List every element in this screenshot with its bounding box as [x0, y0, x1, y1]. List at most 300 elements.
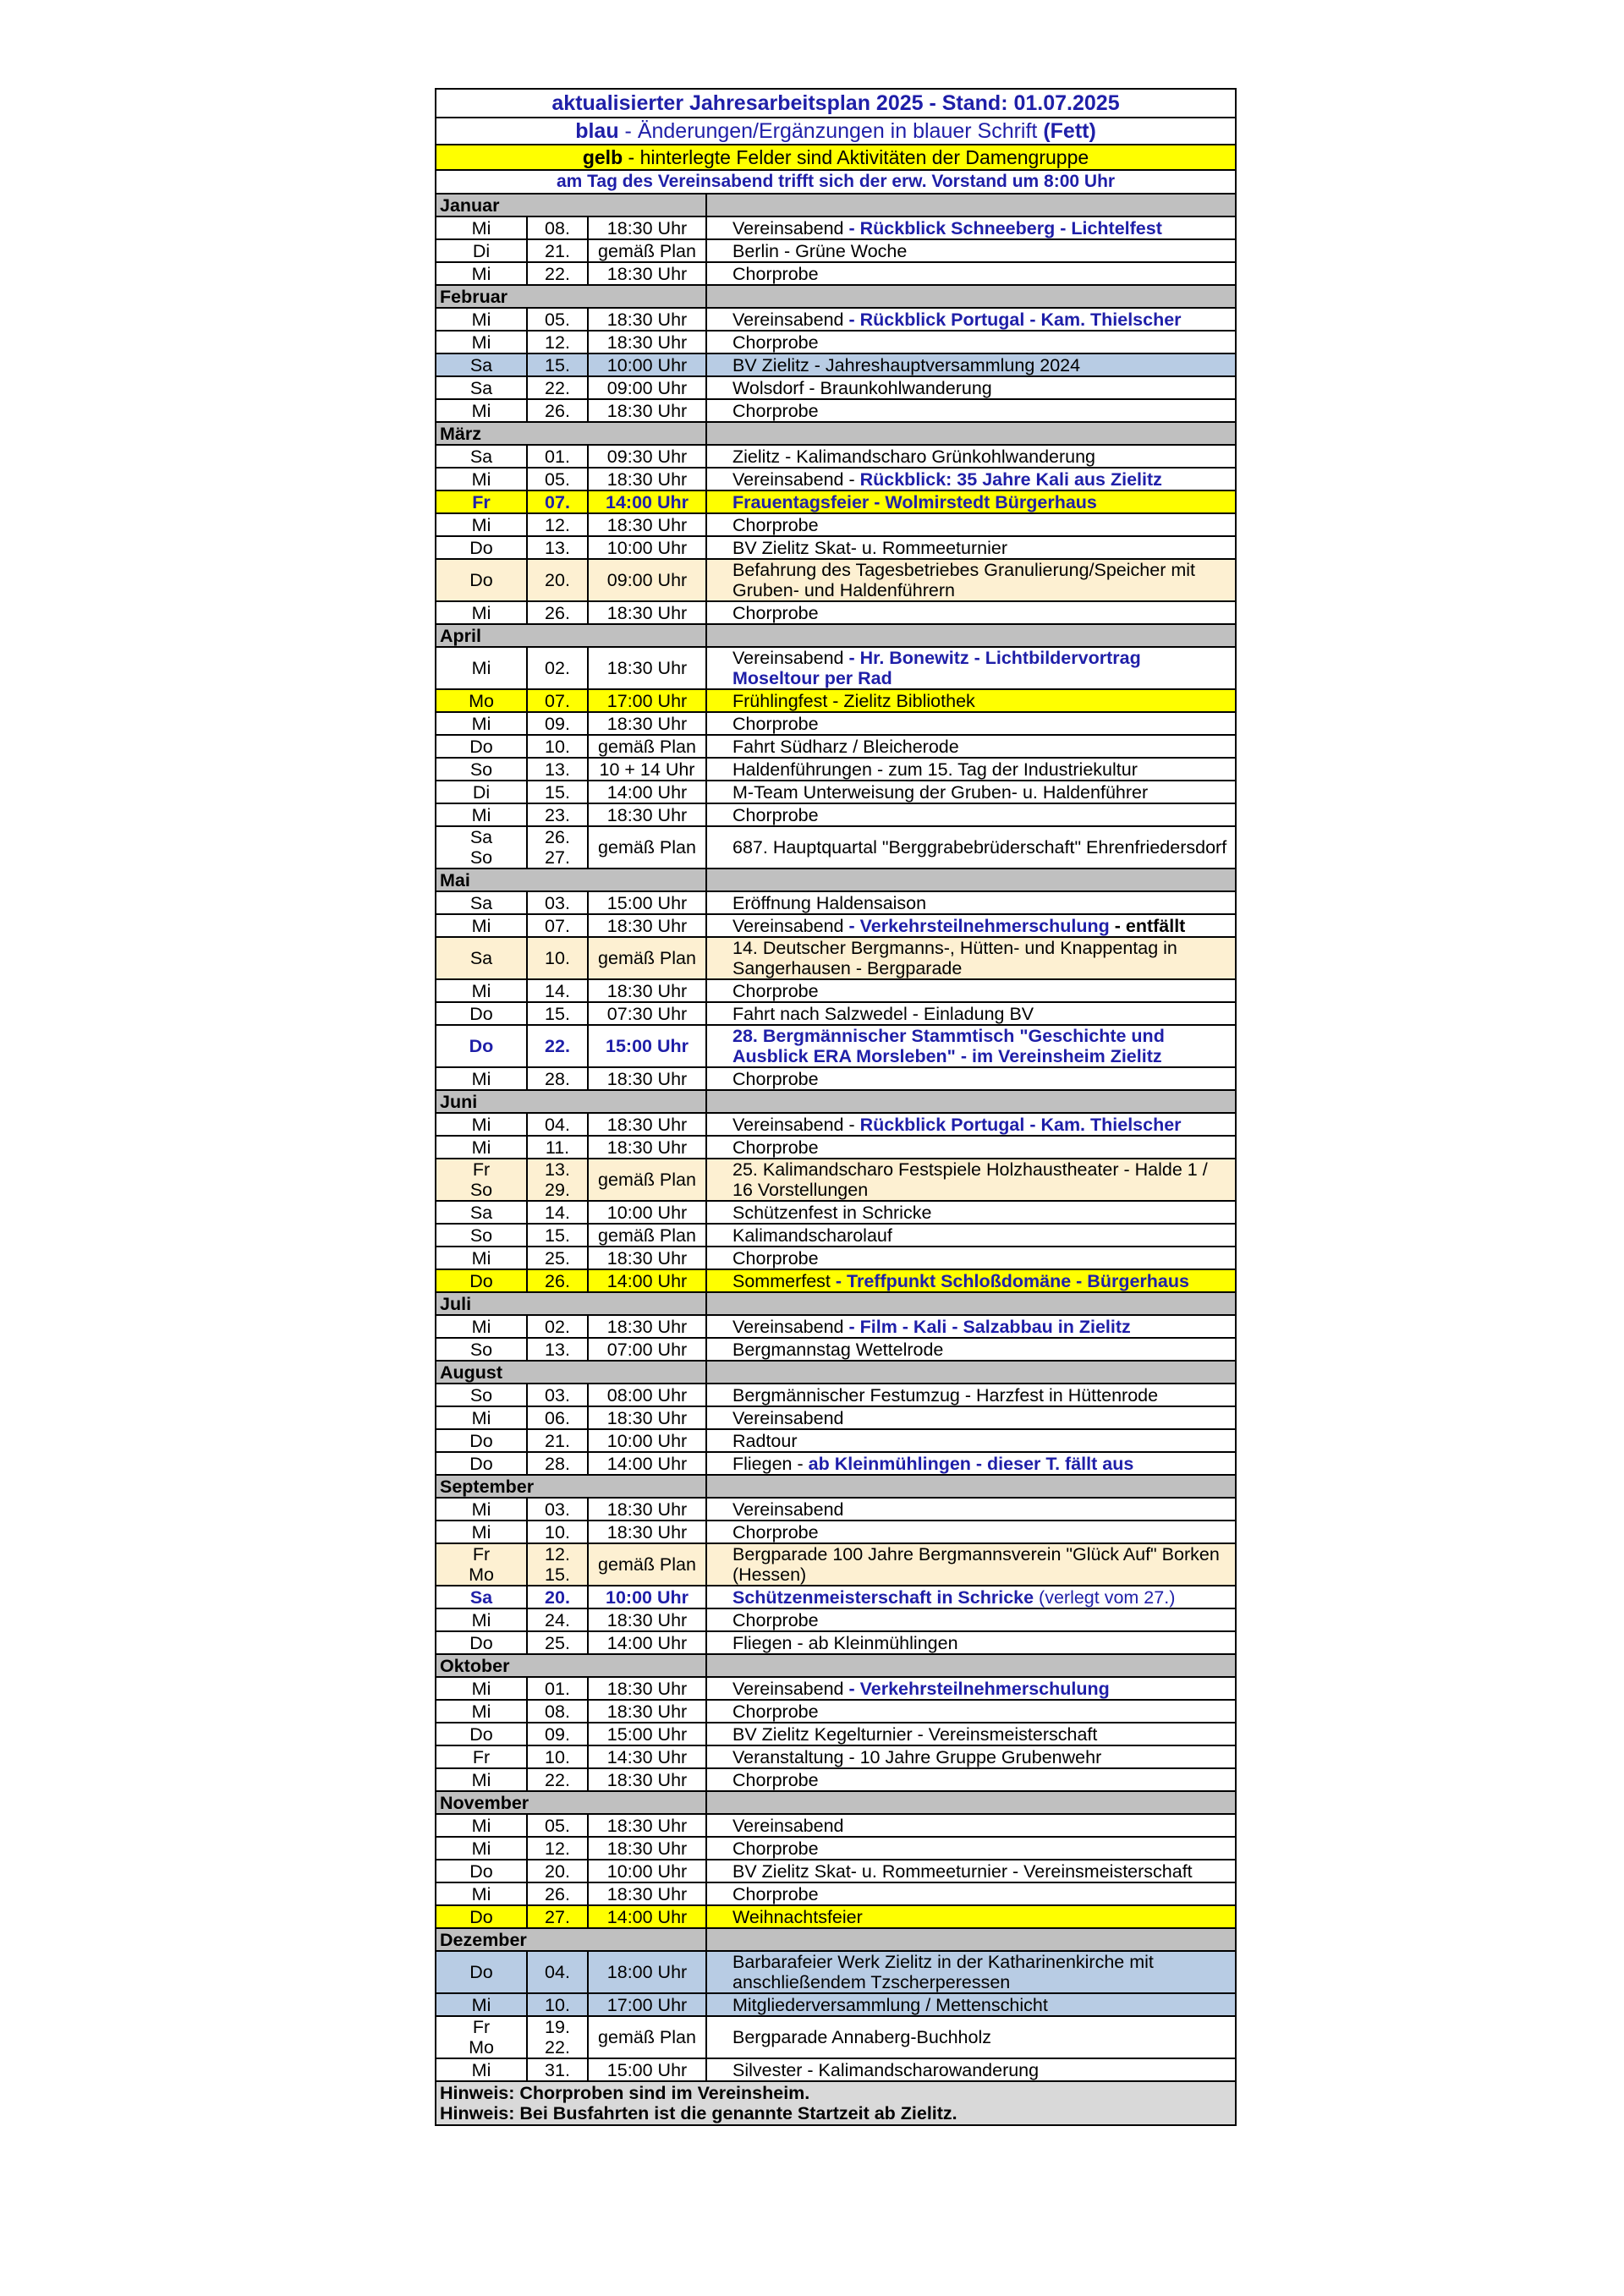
time-cell: 10 + 14 Uhr [588, 758, 706, 781]
table-row [436, 914, 1236, 937]
month-header [436, 1090, 1236, 1113]
description-text: Fahrt nach Salzwedel - Einladung BV [732, 1003, 1034, 1024]
table-row [436, 1586, 1236, 1608]
weekday-cell: Mi [436, 601, 527, 624]
weekday-cell: Mi [436, 1247, 527, 1269]
month-spacer [706, 1475, 1236, 1498]
table-row [436, 1315, 1236, 1338]
month-header [436, 1475, 1236, 1498]
weekday-cell: Mi [436, 513, 527, 536]
description-cell [706, 536, 1236, 559]
change-note: ab Kleinmühlingen - dieser T. fällt aus [808, 1453, 1134, 1474]
weekday-cell: Do [436, 1860, 527, 1882]
description-cell [706, 1723, 1236, 1745]
month-label: Januar [436, 194, 706, 216]
weekday-cell: Fr [436, 1745, 527, 1768]
table-row [436, 781, 1236, 803]
description-cell [706, 1586, 1236, 1608]
description-text: Chorprobe [732, 1247, 819, 1269]
change-note: - Verkehrsteilnehmerschulung [848, 915, 1115, 936]
date-cell: 24. [527, 1608, 588, 1631]
weekday-cell: So [436, 758, 527, 781]
description-text: Veranstaltung - 10 Jahre Gruppe Grubenwehr [732, 1746, 1102, 1767]
description-text: 28. Bergmännischer Stammtisch "Geschichte und Ausblick ERA Morsleben" - im Vereinsheim Zielitz [732, 1026, 1165, 1066]
month-spacer [706, 1090, 1236, 1113]
table-row [436, 1452, 1236, 1475]
time-cell: 18:30 Uhr [588, 914, 706, 937]
month-header [436, 285, 1236, 308]
time-cell: gemäß Plan [588, 937, 706, 979]
time-cell: 18:30 Uhr [588, 647, 706, 689]
description-text: Weihnachtsfeier [732, 1906, 863, 1927]
month-header [436, 1791, 1236, 1814]
date-cell: 21. [527, 1429, 588, 1452]
weekday-cell: Mi [436, 331, 527, 353]
weekday-cell: Mi [436, 1498, 527, 1521]
description-text: Chorprobe [732, 514, 819, 535]
time-cell: 18:30 Uhr [588, 1247, 706, 1269]
description-text: 14. Deutscher Bergmanns-, Hütten- und Knappentag in Sangerhausen - Bergparade [732, 938, 1177, 978]
table-row [436, 1745, 1236, 1768]
description-cell [706, 1993, 1236, 2016]
description-text: Radtour [732, 1430, 798, 1451]
time-cell: gemäß Plan [588, 1159, 706, 1201]
table-row [436, 399, 1236, 422]
description-text: Vereinsabend [732, 309, 849, 330]
time-cell: 18:30 Uhr [588, 468, 706, 490]
description-cell [706, 490, 1236, 513]
month-label: Oktober [436, 1654, 706, 1677]
description-text: Chorprobe [732, 1838, 819, 1859]
month-spacer [706, 1791, 1236, 1814]
description-text: Zielitz - Kalimandscharo Grünkohlwanderung [732, 446, 1096, 467]
postponed-note: (verlegt vom 27.) [1034, 1586, 1176, 1608]
table-row [436, 1247, 1236, 1269]
table-row [436, 1700, 1236, 1723]
description-text: M-Team Unterweisung der Gruben- u. Haldenführer [732, 781, 1149, 803]
description-cell [706, 937, 1236, 979]
weekday-cell: Do [436, 536, 527, 559]
weekday-cell: Mi [436, 1067, 527, 1090]
table-row [436, 1338, 1236, 1361]
time-cell: 15:00 Uhr [588, 2058, 706, 2081]
description-text: 687. Hauptquartal "Berggrabebrüderschaft" Ehrenfriedersdorf [732, 837, 1227, 858]
month-spacer [706, 1292, 1236, 1315]
table-row [436, 1608, 1236, 1631]
description-text: Chorprobe [732, 602, 819, 623]
weekday-cell: Sa So [436, 826, 527, 869]
date-cell: 28. [527, 1452, 588, 1475]
weekday-cell: Mi [436, 1136, 527, 1159]
table-row [436, 1882, 1236, 1905]
time-cell: 18:30 Uhr [588, 1700, 706, 1723]
date-cell: 08. [527, 1700, 588, 1723]
time-cell: gemäß Plan [588, 826, 706, 869]
table-row [436, 1723, 1236, 1745]
table-row [436, 758, 1236, 781]
date-cell: 04. [527, 1113, 588, 1136]
date-cell: 10. [527, 735, 588, 758]
description-text: Vereinsabend [732, 1678, 849, 1699]
weekday-cell: Do [436, 1002, 527, 1025]
description-cell [706, 979, 1236, 1002]
description-cell [706, 1002, 1236, 1025]
description-cell [706, 1951, 1236, 1993]
description-text: Chorprobe [732, 400, 819, 421]
table-row [436, 1406, 1236, 1429]
table-row [436, 1951, 1236, 1993]
weekday-cell: Mi [436, 1837, 527, 1860]
description-cell [706, 1837, 1236, 1860]
description-text: Sommerfest [732, 1270, 836, 1291]
weekday-cell: Sa [436, 1201, 527, 1224]
table-row [436, 2058, 1236, 2081]
description-text: Eröffnung Haldensaison [732, 892, 927, 913]
weekday-cell: Do [436, 735, 527, 758]
table-row [436, 1269, 1236, 1292]
table-row [436, 262, 1236, 285]
time-cell: 14:30 Uhr [588, 1745, 706, 1768]
weekday-cell: Mi [436, 1882, 527, 1905]
change-note: - Film - Kali - Salzabbau in Zielitz [848, 1316, 1131, 1337]
date-cell: 03. [527, 1498, 588, 1521]
description-text: BV Zielitz Skat- u. Rommeeturnier - Vereinsmeisterschaft [732, 1860, 1193, 1882]
table-row [436, 1384, 1236, 1406]
description-text: Barbarafeier Werk Zielitz in der Katharinenkirche mit anschließendem Tzscherperessen [732, 1952, 1154, 1992]
month-label: September [436, 1475, 706, 1498]
time-cell: 18:30 Uhr [588, 1113, 706, 1136]
description-cell [706, 1067, 1236, 1090]
weekday-cell: Sa [436, 1586, 527, 1608]
time-cell: 17:00 Uhr [588, 1993, 706, 2016]
weekday-cell: Sa [436, 937, 527, 979]
time-cell: 18:30 Uhr [588, 1677, 706, 1700]
time-cell: 18:30 Uhr [588, 513, 706, 536]
table-row [436, 1814, 1236, 1837]
time-cell: 18:30 Uhr [588, 1136, 706, 1159]
table-row [436, 445, 1236, 468]
table-row [436, 376, 1236, 399]
description-cell [706, 689, 1236, 712]
month-label: Februar [436, 285, 706, 308]
date-cell: 13. [527, 536, 588, 559]
date-cell: 20. [527, 1860, 588, 1882]
weekday-cell: Do [436, 1631, 527, 1654]
date-cell: 01. [527, 1677, 588, 1700]
time-cell: 09:00 Uhr [588, 559, 706, 601]
weekday-cell: Do [436, 1269, 527, 1292]
time-cell: 07:00 Uhr [588, 1338, 706, 1361]
table-row [436, 647, 1236, 689]
table-row [436, 1521, 1236, 1543]
date-cell: 06. [527, 1406, 588, 1429]
time-cell: 18:30 Uhr [588, 1315, 706, 1338]
description-cell [706, 2058, 1236, 2081]
description-text: Silvester - Kalimandscharowanderung [732, 2059, 1040, 2080]
change-note: Rückblick Portugal - Kam. Thielscher [859, 1114, 1182, 1135]
time-cell: 14:00 Uhr [588, 1631, 706, 1654]
description-cell [706, 559, 1236, 601]
time-cell: 15:00 Uhr [588, 1723, 706, 1745]
weekday-cell: Fr Mo [436, 2016, 527, 2058]
month-label: August [436, 1361, 706, 1384]
description-text: Vereinsabend [732, 1316, 849, 1337]
description-text: Chorprobe [732, 980, 819, 1001]
time-cell: 18:30 Uhr [588, 216, 706, 239]
table-row [436, 490, 1236, 513]
table-row [436, 1905, 1236, 1928]
date-cell: 12. 15. [527, 1543, 588, 1586]
date-cell: 13. [527, 758, 588, 781]
table-row [436, 1498, 1236, 1521]
weekday-cell: Do [436, 1429, 527, 1452]
description-cell [706, 1025, 1236, 1067]
description-cell [706, 758, 1236, 781]
description-cell [706, 1429, 1236, 1452]
month-label: Juni [436, 1090, 706, 1113]
weekday-cell: Mi [436, 1521, 527, 1543]
legend-blue: blau - Änderungen/Ergänzungen in blauer Schrift (Fett) [436, 118, 1236, 145]
description-cell [706, 1224, 1236, 1247]
description-text: Chorprobe [732, 713, 819, 734]
date-cell: 03. [527, 891, 588, 914]
description-cell [706, 445, 1236, 468]
date-cell: 07. [527, 689, 588, 712]
description-text: Haldenführungen - zum 15. Tag der Industriekultur [732, 759, 1138, 780]
legend-yellow: gelb - hinterlegte Felder sind Aktivitäten der Damengruppe [436, 145, 1236, 170]
time-cell: 18:30 Uhr [588, 803, 706, 826]
description-text: Schützenfest in Schricke [732, 1202, 932, 1223]
time-cell: 14:00 Uhr [588, 1269, 706, 1292]
weekday-cell: Mi [436, 914, 527, 937]
description-cell [706, 376, 1236, 399]
table-row [436, 1860, 1236, 1882]
month-spacer [706, 194, 1236, 216]
table-row [436, 331, 1236, 353]
month-header [436, 624, 1236, 647]
description-text: Chorprobe [732, 1769, 819, 1790]
table-row [436, 1631, 1236, 1654]
date-cell: 28. [527, 1067, 588, 1090]
date-cell: 05. [527, 308, 588, 331]
time-cell: 14:00 Uhr [588, 490, 706, 513]
description-cell [706, 239, 1236, 262]
description-text: Vereinsabend [732, 217, 849, 238]
weekday-cell: Sa [436, 445, 527, 468]
time-cell: 18:30 Uhr [588, 1067, 706, 1090]
weekday-cell: Mi [436, 308, 527, 331]
time-cell: gemäß Plan [588, 735, 706, 758]
description-cell [706, 601, 1236, 624]
description-text: BV Zielitz Skat- u. Rommeeturnier [732, 537, 1007, 558]
description-cell [706, 1247, 1236, 1269]
time-cell: 14:00 Uhr [588, 1905, 706, 1928]
date-cell: 26. 27. [527, 826, 588, 869]
date-cell: 20. [527, 1586, 588, 1608]
date-cell: 19. 22. [527, 2016, 588, 2058]
description-text: Vereinsabend [732, 1407, 844, 1428]
date-cell: 12. [527, 331, 588, 353]
time-cell: gemäß Plan [588, 1543, 706, 1586]
month-header [436, 1654, 1236, 1677]
description-cell [706, 647, 1236, 689]
table-row [436, 2016, 1236, 2058]
weekday-cell: Mi [436, 1768, 527, 1791]
time-cell: 15:00 Uhr [588, 891, 706, 914]
description-text: Chorprobe [732, 332, 819, 353]
description-text: BV Zielitz - Jahreshauptversammlung 2024 [732, 354, 1081, 375]
weekday-cell: Sa [436, 891, 527, 914]
weekday-cell: Do [436, 1025, 527, 1067]
description-text: Chorprobe [732, 1883, 819, 1904]
description-cell [706, 1905, 1236, 1928]
table-row [436, 601, 1236, 624]
change-note: - Hr. Bonewitz - Lichtbildervortrag Moseltour per Rad [732, 648, 1141, 688]
weekday-cell: Do [436, 1723, 527, 1745]
date-cell: 12. [527, 513, 588, 536]
date-cell: 11. [527, 1136, 588, 1159]
description-text: Fliegen - [732, 1453, 809, 1474]
time-cell: 18:30 Uhr [588, 1498, 706, 1521]
date-cell: 04. [527, 1951, 588, 1993]
description-text: BV Zielitz Kegelturnier - Vereinsmeisterschaft [732, 1723, 1098, 1745]
description-cell [706, 2016, 1236, 2058]
time-cell: 10:00 Uhr [588, 1201, 706, 1224]
description-cell [706, 1159, 1236, 1201]
time-cell: 18:30 Uhr [588, 308, 706, 331]
month-header [436, 194, 1236, 216]
description-cell [706, 468, 1236, 490]
date-cell: 15. [527, 1002, 588, 1025]
time-cell: 18:30 Uhr [588, 1521, 706, 1543]
month-spacer [706, 1928, 1236, 1951]
description-text: Berlin - Grüne Woche [732, 240, 908, 261]
description-text: Chorprobe [732, 804, 819, 825]
time-cell: 09:00 Uhr [588, 376, 706, 399]
time-cell: 10:00 Uhr [588, 536, 706, 559]
month-header [436, 1361, 1236, 1384]
month-header [436, 422, 1236, 445]
description-cell [706, 803, 1236, 826]
table-row [436, 1837, 1236, 1860]
time-cell: 18:30 Uhr [588, 1814, 706, 1837]
table-row [436, 1768, 1236, 1791]
table-row [436, 308, 1236, 331]
description-text: Schützenmeisterschaft in Schricke [732, 1586, 1034, 1608]
weekday-cell: Do [436, 1951, 527, 1993]
date-cell: 09. [527, 712, 588, 735]
month-spacer [706, 1361, 1236, 1384]
description-cell [706, 1452, 1236, 1475]
month-spacer [706, 1654, 1236, 1677]
time-cell: 09:30 Uhr [588, 445, 706, 468]
table-row [436, 1159, 1236, 1201]
date-cell: 15. [527, 1224, 588, 1247]
table-row [436, 937, 1236, 979]
description-cell [706, 216, 1236, 239]
date-cell: 05. [527, 468, 588, 490]
table-row [436, 1201, 1236, 1224]
weekday-cell: Do [436, 1452, 527, 1475]
description-cell [706, 1315, 1236, 1338]
date-cell: 22. [527, 376, 588, 399]
weekday-cell: Sa [436, 376, 527, 399]
weekday-cell: Di [436, 781, 527, 803]
note-line: Hinweis: Chorproben sind im Vereinsheim. [440, 2083, 810, 2103]
date-cell: 22. [527, 262, 588, 285]
description-text: Bergmannstag Wettelrode [732, 1339, 944, 1360]
weekday-cell: Mi [436, 1700, 527, 1723]
description-cell [706, 781, 1236, 803]
table-row [436, 979, 1236, 1002]
weekday-cell: So [436, 1224, 527, 1247]
date-cell: 15. [527, 781, 588, 803]
description-cell [706, 1201, 1236, 1224]
weekday-cell: Mi [436, 468, 527, 490]
time-cell: gemäß Plan [588, 1224, 706, 1247]
page-title: aktualisierter Jahresarbeitsplan 2025 - Stand: 01.07.2025 [436, 89, 1236, 118]
description-text: Chorprobe [732, 1521, 819, 1543]
description-cell [706, 1860, 1236, 1882]
footer-notes [436, 2081, 1236, 2125]
change-note: - Treffpunkt Schloßdomäne - Bürgerhaus [835, 1270, 1189, 1291]
weekday-cell: Mi [436, 1993, 527, 2016]
table-row [436, 559, 1236, 601]
month-header [436, 869, 1236, 891]
description-cell [706, 891, 1236, 914]
description-text: 25. Kalimandscharo Festspiele Holzhaustheater - Halde 1 / 16 Vorstellungen [732, 1159, 1208, 1200]
description-text: Vereinsabend - [732, 1114, 860, 1135]
description-text: Frühlingfest - Zielitz Bibliothek [732, 690, 975, 711]
description-text: Chorprobe [732, 1068, 819, 1089]
description-cell [706, 1406, 1236, 1429]
description-cell [706, 308, 1236, 331]
time-cell: 17:00 Uhr [588, 689, 706, 712]
table-row [436, 1993, 1236, 2016]
description-text: Vereinsabend [732, 1815, 844, 1836]
table-row [436, 689, 1236, 712]
description-cell [706, 262, 1236, 285]
description-text: Chorprobe [732, 1137, 819, 1158]
weekday-cell: Sa [436, 353, 527, 376]
date-cell: 02. [527, 1315, 588, 1338]
date-cell: 13. 29. [527, 1159, 588, 1201]
table-row [436, 735, 1236, 758]
weekday-cell: Mi [436, 803, 527, 826]
table-row [436, 826, 1236, 869]
month-header [436, 1928, 1236, 1951]
date-cell: 13. [527, 1338, 588, 1361]
description-text: Chorprobe [732, 263, 819, 284]
date-cell: 22. [527, 1768, 588, 1791]
description-cell [706, 1631, 1236, 1654]
table-row [436, 1677, 1236, 1700]
time-cell: 08:00 Uhr [588, 1384, 706, 1406]
weekday-cell: Mi [436, 2058, 527, 2081]
date-cell: 21. [527, 239, 588, 262]
description-text: Kalimandscharolauf [732, 1225, 892, 1246]
change-note: - Verkehrsteilnehmerschulung [848, 1678, 1110, 1699]
description-cell [706, 1338, 1236, 1361]
weekday-cell: Mi [436, 1814, 527, 1837]
time-cell: 18:30 Uhr [588, 1882, 706, 1905]
date-cell: 10. [527, 1521, 588, 1543]
description-cell [706, 735, 1236, 758]
description-cell [706, 1521, 1236, 1543]
month-label: März [436, 422, 706, 445]
date-cell: 05. [527, 1814, 588, 1837]
description-cell [706, 1677, 1236, 1700]
